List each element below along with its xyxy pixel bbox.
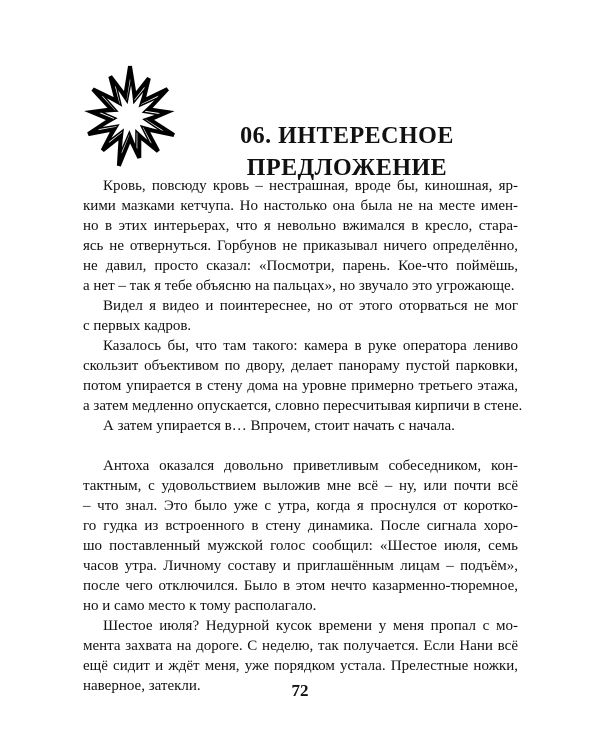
paragraph-2	[83, 296, 518, 336]
text-line: часов утра. Личному составу и приглашённым лицам – подъём»,	[83, 558, 518, 574]
paragraph-5	[83, 456, 518, 616]
text-line: Казалось бы, что там такого: камера в руке оператора лениво	[103, 338, 518, 354]
text-line: го гудка из встроенного в стену динамика. После сигнала хоро-	[83, 518, 518, 534]
text-line: с первых кадров.	[83, 318, 192, 334]
chapter-heading-line-1: 06. ИНТЕРЕСНОЕ	[240, 123, 454, 149]
text-line: Шестое июля? Недурной кусок времени у меня пропал с мо-	[103, 618, 518, 634]
text-line: Кровь, повсюду кровь – нестрашная, вроде бы, киношная, яр-	[103, 178, 518, 194]
text-line: Антоха оказался довольно приветливым собеседником, кон-	[103, 458, 518, 474]
chapter-heading-line-2: ПРЕДЛОЖЕНИЕ	[246, 155, 448, 181]
text-line: мента захвата на дороге. С неделю, так получается. Если Нани всё	[83, 638, 518, 654]
text-line: кими мазками кетчупа. Но настолько она была не на месте имен-	[83, 198, 518, 214]
text-line: ясь не отвернуться. Горбунов не приказывал ничего определённо,	[83, 238, 518, 254]
text-line: потом упирается в стену дома на уровне примерно третьего этажа,	[83, 378, 518, 394]
text-line: Видел я видео и поинтереснее, но от этого оторваться не мог	[103, 298, 518, 314]
text-line: скользит объективом по двору, делает панораму пустой парковки,	[83, 358, 518, 374]
text-line: не давил, просто сказал: «Посмотри, парень. Кое-что поймёшь,	[83, 258, 518, 274]
text-line: после чего отключился. Было в этом нечто казарменно-тюремное,	[83, 578, 518, 594]
text-line: но в этих интерьерах, что я невольно вжимался в кресло, стара-	[83, 218, 518, 234]
text-line: шо поставленный мужской голос сообщил: «Шестое июля, семь	[83, 538, 518, 554]
chapter-body	[83, 176, 523, 696]
text-line: А затем упирается в… Впрочем, стоит начать с начала.	[103, 418, 455, 434]
text-line: тактным, с удовольствием выложив мне всё – ну, или почти всё	[83, 478, 518, 494]
text-line: ещё сидит и ждёт меня, уже порядком устала. Прелестные ножки,	[83, 658, 518, 674]
text-line: а затем медленно опускается, словно пересчитывая кирпичи в стене.	[83, 398, 523, 414]
paragraph-4	[83, 416, 518, 436]
text-line: наверное, затекли.	[83, 678, 201, 694]
page-number: 72	[291, 681, 309, 700]
paragraph-1	[83, 176, 518, 296]
starburst-decoration	[80, 62, 180, 172]
text-line: но и само место к тому располагало.	[83, 598, 317, 614]
text-line: а нет – так я тебе объясню на пальцах», но звучало это угрожающе.	[83, 278, 515, 294]
chapter-heading	[222, 120, 472, 184]
paragraph-3	[83, 336, 523, 416]
text-line: – что знал. Это было уже с утра, когда я проснулся от коротко-	[83, 498, 518, 514]
section-break	[83, 436, 518, 456]
